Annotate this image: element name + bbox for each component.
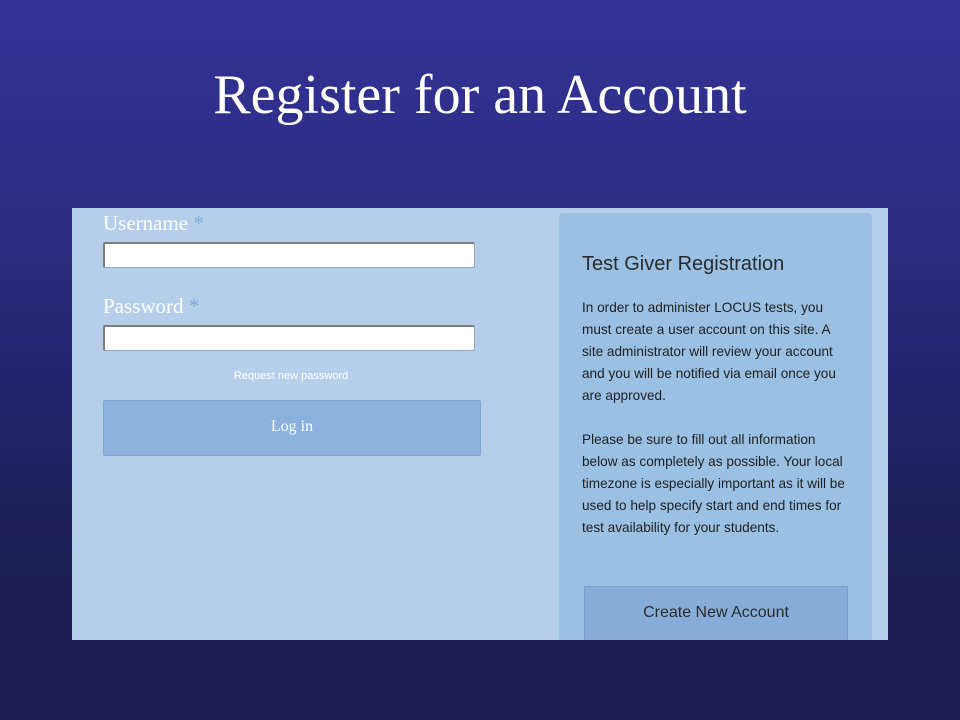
panel-paragraph-instructions: Please be sure to fill out all information below as completely as possible. Your local timezone is especially important as it will be used to help specify start and end times for test availability for your students. [582,432,845,535]
password-input[interactable] [103,325,475,351]
test-giver-registration-panel [559,213,872,640]
request-new-password-link[interactable]: Request new password [233,370,349,382]
password-required-marker: * [188,294,200,318]
login-button[interactable]: Log in [103,400,481,456]
username-input[interactable] [103,242,475,268]
password-label-text: Password [103,294,184,318]
slide-title: Register for an Account [213,64,747,126]
panel-paragraph-intro: In order to administer LOCUS tests, you must create a user account on this site. A site administrator will review your account and you will be notified via email once you are approved. [582,300,836,403]
username-required-marker: * [193,211,204,235]
username-label-text: Username [103,211,189,235]
password-label [103,293,199,319]
username-label [103,210,204,236]
panel-heading: Test Giver Registration [582,253,785,275]
registration-page-screenshot [72,208,888,640]
create-new-account-button[interactable]: Create New Account [584,586,848,640]
